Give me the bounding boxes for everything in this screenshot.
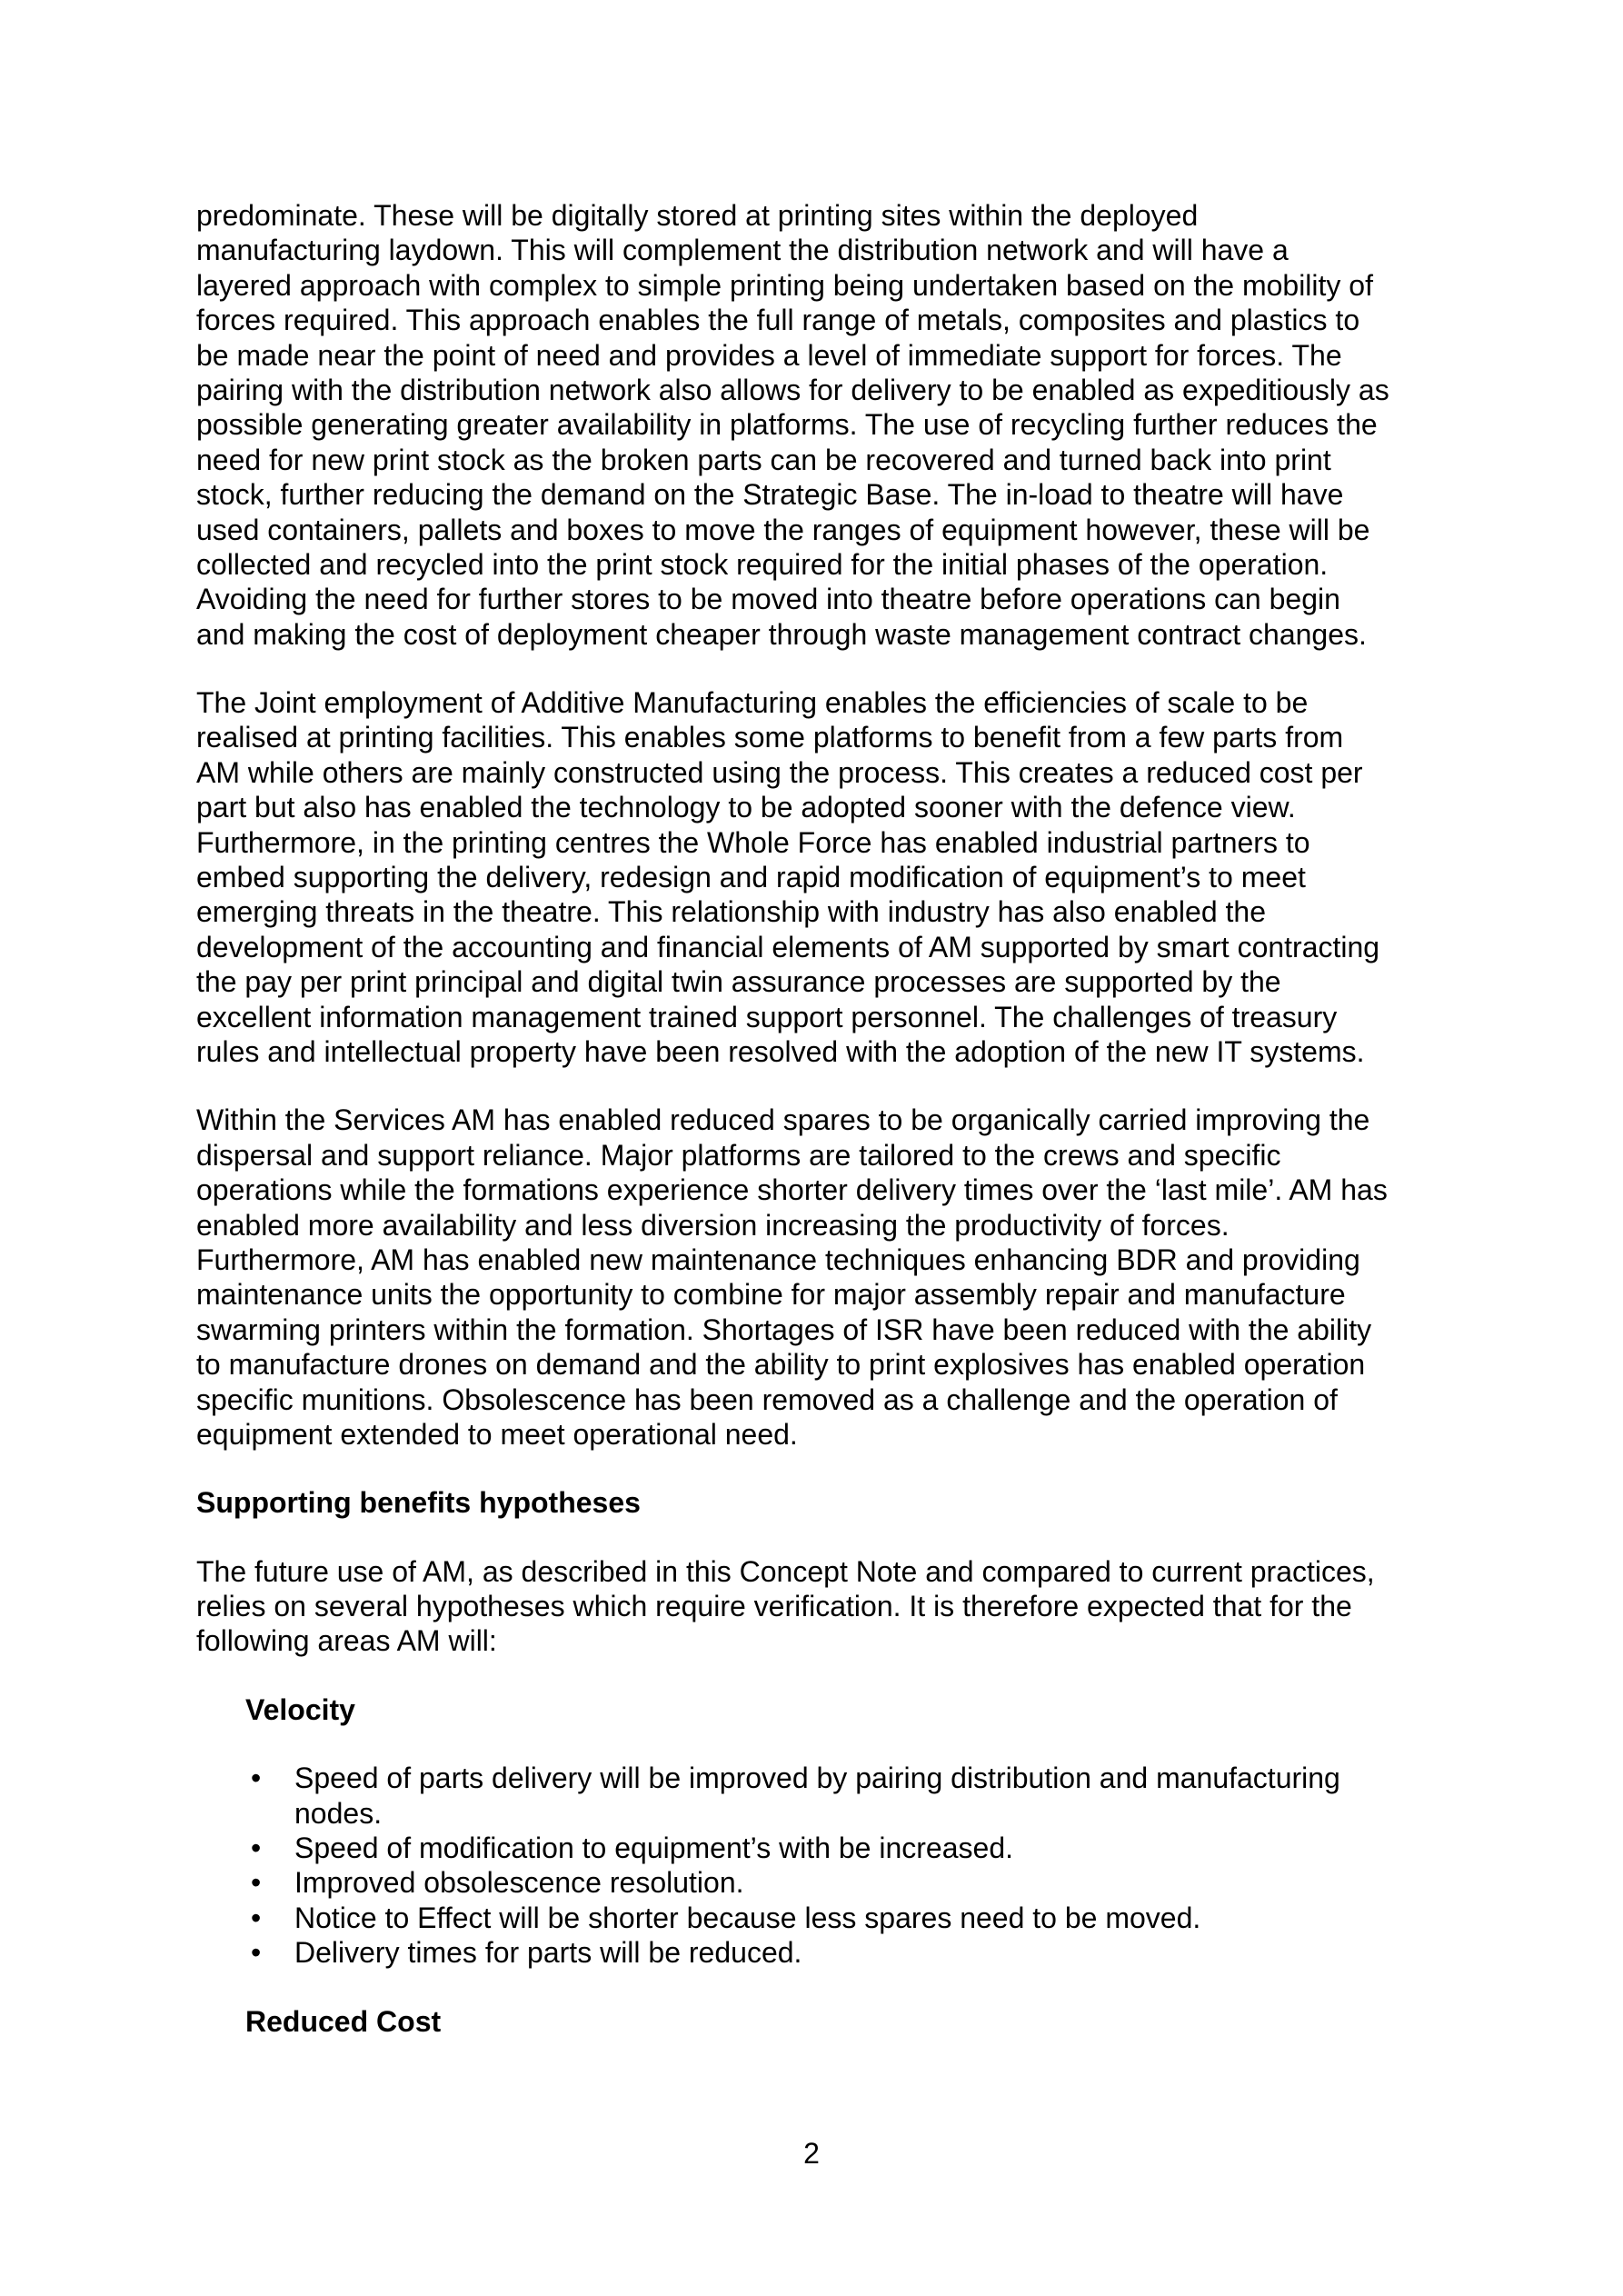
- text-line: pairing with the distribution network also allows for delivery to be enabled as expeditiously as: [196, 373, 1389, 406]
- bullet-icon: •: [251, 1866, 262, 1900]
- text-line: Delivery times for parts will be reduced.: [294, 1936, 802, 1970]
- page-number: 2: [803, 2137, 820, 2170]
- text-line: be made near the point of need and provides a level of immediate support for forces. The: [196, 338, 1342, 372]
- text-line: realised at printing facilities. This enables some platforms to benefit from a few parts from: [196, 721, 1344, 754]
- section-heading: Supporting benefits hypotheses: [196, 1486, 641, 1520]
- text-line: layered approach with complex to simple printing being undertaken based on the mobility of: [196, 268, 1373, 302]
- bullet-icon: •: [251, 1832, 262, 1865]
- text-line: Notice to Effect will be shorter because less spares need to be moved.: [294, 1901, 1201, 1934]
- paragraph-3: [196, 1103, 1443, 1452]
- bullet-icon: •: [251, 1901, 262, 1934]
- paragraph-1: [196, 198, 1443, 652]
- text-line: manufacturing laydown. This will complement the distribution network and will have a: [196, 234, 1289, 267]
- text-line: Furthermore, in the printing centres the Whole Force has enabled industrial partners to: [196, 825, 1310, 859]
- text-line: need for new print stock as the broken parts can be recovered and turned back into print: [196, 443, 1331, 476]
- intro-paragraph: [196, 1554, 1443, 1659]
- reduced-cost-heading: Reduced Cost: [245, 2004, 442, 2038]
- text-line: stock, further reducing the demand on the Strategic Base. The in-load to theatre will have: [196, 478, 1344, 512]
- text-line: swarming printers within the formation. Shortages of ISR have been reduced with the ability: [196, 1313, 1372, 1346]
- text-line: Furthermore, AM has enabled new maintenance techniques enhancing BDR and providing: [196, 1243, 1360, 1276]
- text-line: to manufacture drones on demand and the ability to print explosives has enabled operation: [196, 1348, 1366, 1382]
- velocity-heading: Velocity: [245, 1692, 355, 1726]
- text-line: following areas AM will:: [196, 1624, 497, 1658]
- text-line: specific munitions. Obsolescence has been removed as a challenge and the operation of: [196, 1383, 1338, 1416]
- list-item: [245, 1865, 1443, 1900]
- text-line: Within the Services AM has enabled reduced spares to be organically carried improving the: [196, 1103, 1370, 1137]
- text-line: rules and intellectual property have been resolved with the adoption of the new IT systems.: [196, 1034, 1365, 1068]
- text-line: Speed of parts delivery will be improved by pairing distribution and manufacturing: [294, 1762, 1340, 1795]
- text-line: enabled more availability and less diversion increasing the productivity of forces.: [196, 1208, 1230, 1242]
- list-item: [245, 1761, 1443, 1831]
- text-line: used containers, pallets and boxes to move the ranges of equipment however, these will be: [196, 513, 1370, 546]
- text-line: dispersal and support reliance. Major platforms are tailored to the crews and specific: [196, 1138, 1281, 1172]
- text-line: The future use of AM, as described in this Concept Note and compared to current practices,: [196, 1554, 1375, 1588]
- text-line: and making the cost of deployment cheaper through waste management contract changes.: [196, 617, 1367, 651]
- text-line: Speed of modification to equipment’s with be increased.: [294, 1832, 1013, 1865]
- document-page: [196, 198, 1443, 2072]
- text-line: The Joint employment of Additive Manufacturing enables the efficiencies of scale to be: [196, 686, 1309, 720]
- text-line: maintenance units the opportunity to combine for major assembly repair and manufacture: [196, 1278, 1346, 1312]
- text-line: development of the accounting and financial elements of AM supported by smart contracting: [196, 930, 1380, 963]
- text-line: collected and recycled into the print stock required for the initial phases of the operation.: [196, 547, 1329, 581]
- paragraph-2: [196, 685, 1443, 1069]
- text-line: predominate. These will be digitally stored at printing sites within the deployed: [196, 199, 1199, 232]
- text-line: emerging threats in the theatre. This relationship with industry has also enabled the: [196, 895, 1266, 929]
- bullet-icon: •: [251, 1936, 262, 1970]
- list-item: [245, 1901, 1443, 1935]
- text-line: AM while others are mainly constructed using the process. This creates a reduced cost per: [196, 755, 1363, 789]
- text-line: equipment extended to meet operational need.: [196, 1417, 798, 1451]
- text-line: the pay per print principal and digital twin assurance processes are supported by the: [196, 965, 1281, 999]
- text-line: relies on several hypotheses which require verification. It is therefore expected that for the: [196, 1590, 1352, 1623]
- text-line: possible generating greater availability in platforms. The use of recycling further reduces the: [196, 408, 1378, 442]
- text-line: forces required. This approach enables the full range of metals, composites and plastics to: [196, 304, 1360, 337]
- text-line: embed supporting the delivery, redesign and rapid modification of equipment’s to meet: [196, 861, 1306, 894]
- text-line: part but also has enabled the technology to be adopted sooner with the defence view.: [196, 791, 1296, 824]
- text-line: nodes.: [294, 1796, 383, 1830]
- list-item: [245, 1831, 1443, 1865]
- text-line: excellent information management trained support personnel. The challenges of treasury: [196, 1000, 1338, 1033]
- list-item: [245, 1935, 1443, 1970]
- bullet-icon: •: [251, 1762, 262, 1795]
- velocity-bullet-list: [245, 1761, 1443, 1970]
- text-line: Improved obsolescence resolution.: [294, 1866, 744, 1900]
- text-line: Avoiding the need for further stores to be moved into theatre before operations can begin: [196, 583, 1340, 616]
- text-line: operations while the formations experience shorter delivery times over the ‘last mile’. AM has: [196, 1173, 1388, 1207]
